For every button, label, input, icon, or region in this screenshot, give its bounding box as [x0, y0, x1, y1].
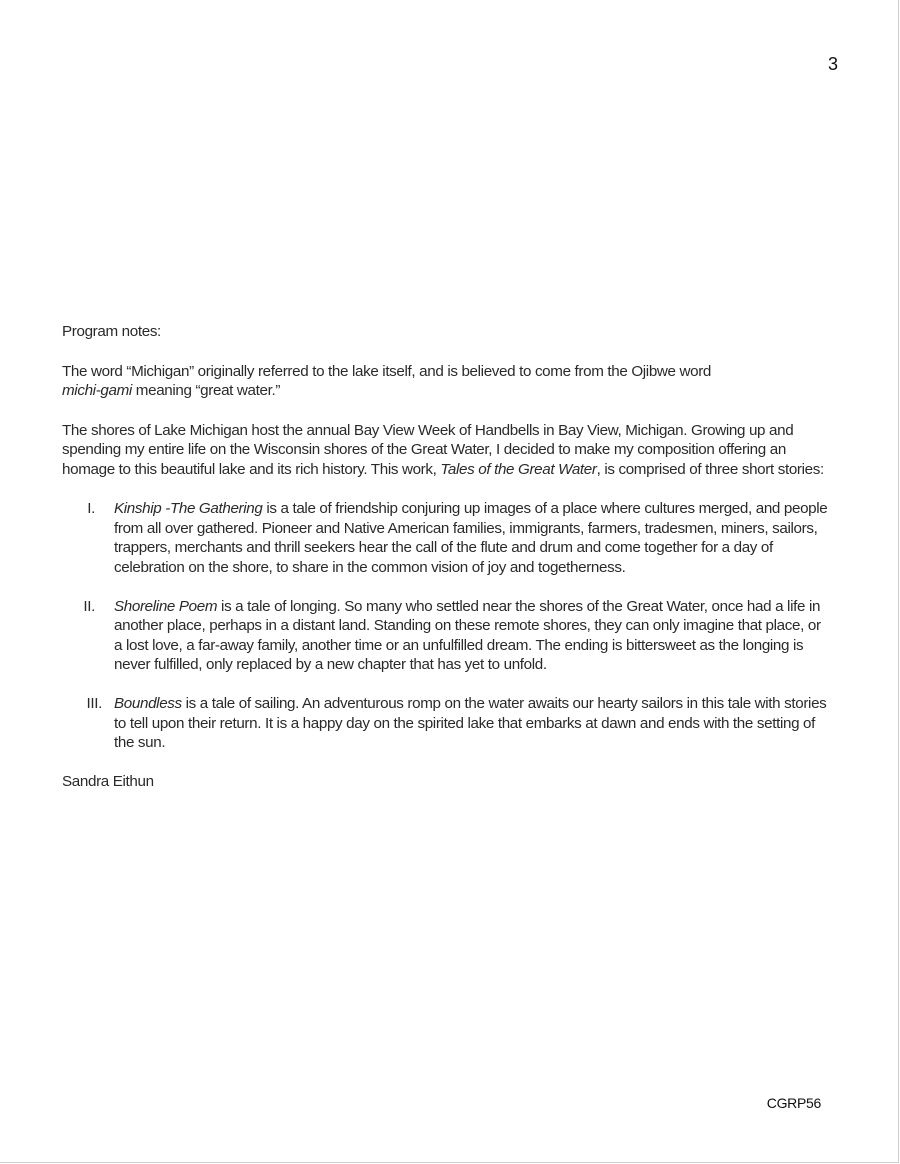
story-numeral: II.: [83, 597, 95, 615]
story-text: is a tale of friendship conjuring up images of a place where cultures merged, and people from all over gathered. Pioneer and Native American families, immigrants, farmers, tradesmen, miners, sailors, trappers, merchants and thrill seekers hear the call of the flute and drum and come together for a day of celebration on the shore, to share in the common vision of joy and togetherness.: [114, 500, 828, 576]
intro-italic-word: michi-gami: [62, 382, 132, 399]
story-text: is a tale of longing. So many who settled near the shores of the Great Water, once had a life in another place, perhaps in a distant land. Standing on these remote shores, they can only imagine that place, or a lost love, a far-away family, another time or an unfulfilled dream. The ending is bittersweet as the longing is never fulfilled, only replaced by a new chapter that has yet to unfold.: [114, 597, 821, 673]
background-text-end: , is comprised of three short stories:: [596, 460, 824, 478]
story-text: is a tale of sailing. An adventurous romp on the water awaits our hearty sailors in this tale with stories to tell upon their return. It is a happy day on the spirited lake that embarks at dawn and ends with the setting of the sun.: [114, 695, 827, 751]
story-numeral: III.: [86, 695, 102, 712]
author-signature: Sandra Eithun: [62, 772, 154, 790]
catalog-code: CGRP56: [766, 1095, 821, 1111]
story-title: Kinship -The Gathering: [114, 500, 263, 517]
story-item-shoreline-poem: [62, 597, 832, 675]
background-text: The shores of Lake Michigan host the annual Bay View Week of Handbells in Bay View, Michigan. Growing up and spending my entire life on the Wisconsin shores of the Great Water, I decided to make my composition offering an homage to this beautiful lake and its rich history. This work,: [62, 421, 794, 478]
story-title: Shoreline Poem: [114, 597, 218, 615]
story-numeral: I.: [87, 500, 95, 517]
story-item-kinship: [62, 499, 832, 577]
story-item-boundless: [62, 694, 832, 753]
stories-list: [62, 499, 832, 753]
intro-paragraph: [62, 362, 832, 401]
intro-text-end: meaning “great water.”: [135, 382, 281, 399]
intro-text: The word “Michigan” originally referred to the lake itself, and is believed to come from the Ojibwe word: [62, 362, 712, 380]
background-paragraph: [62, 421, 832, 480]
story-title: Boundless: [114, 695, 182, 712]
program-notes: [62, 322, 832, 791]
page-number: 3: [827, 54, 838, 74]
program-notes-heading: Program notes:: [62, 323, 161, 340]
work-title: Tales of the Great Water: [440, 460, 597, 478]
